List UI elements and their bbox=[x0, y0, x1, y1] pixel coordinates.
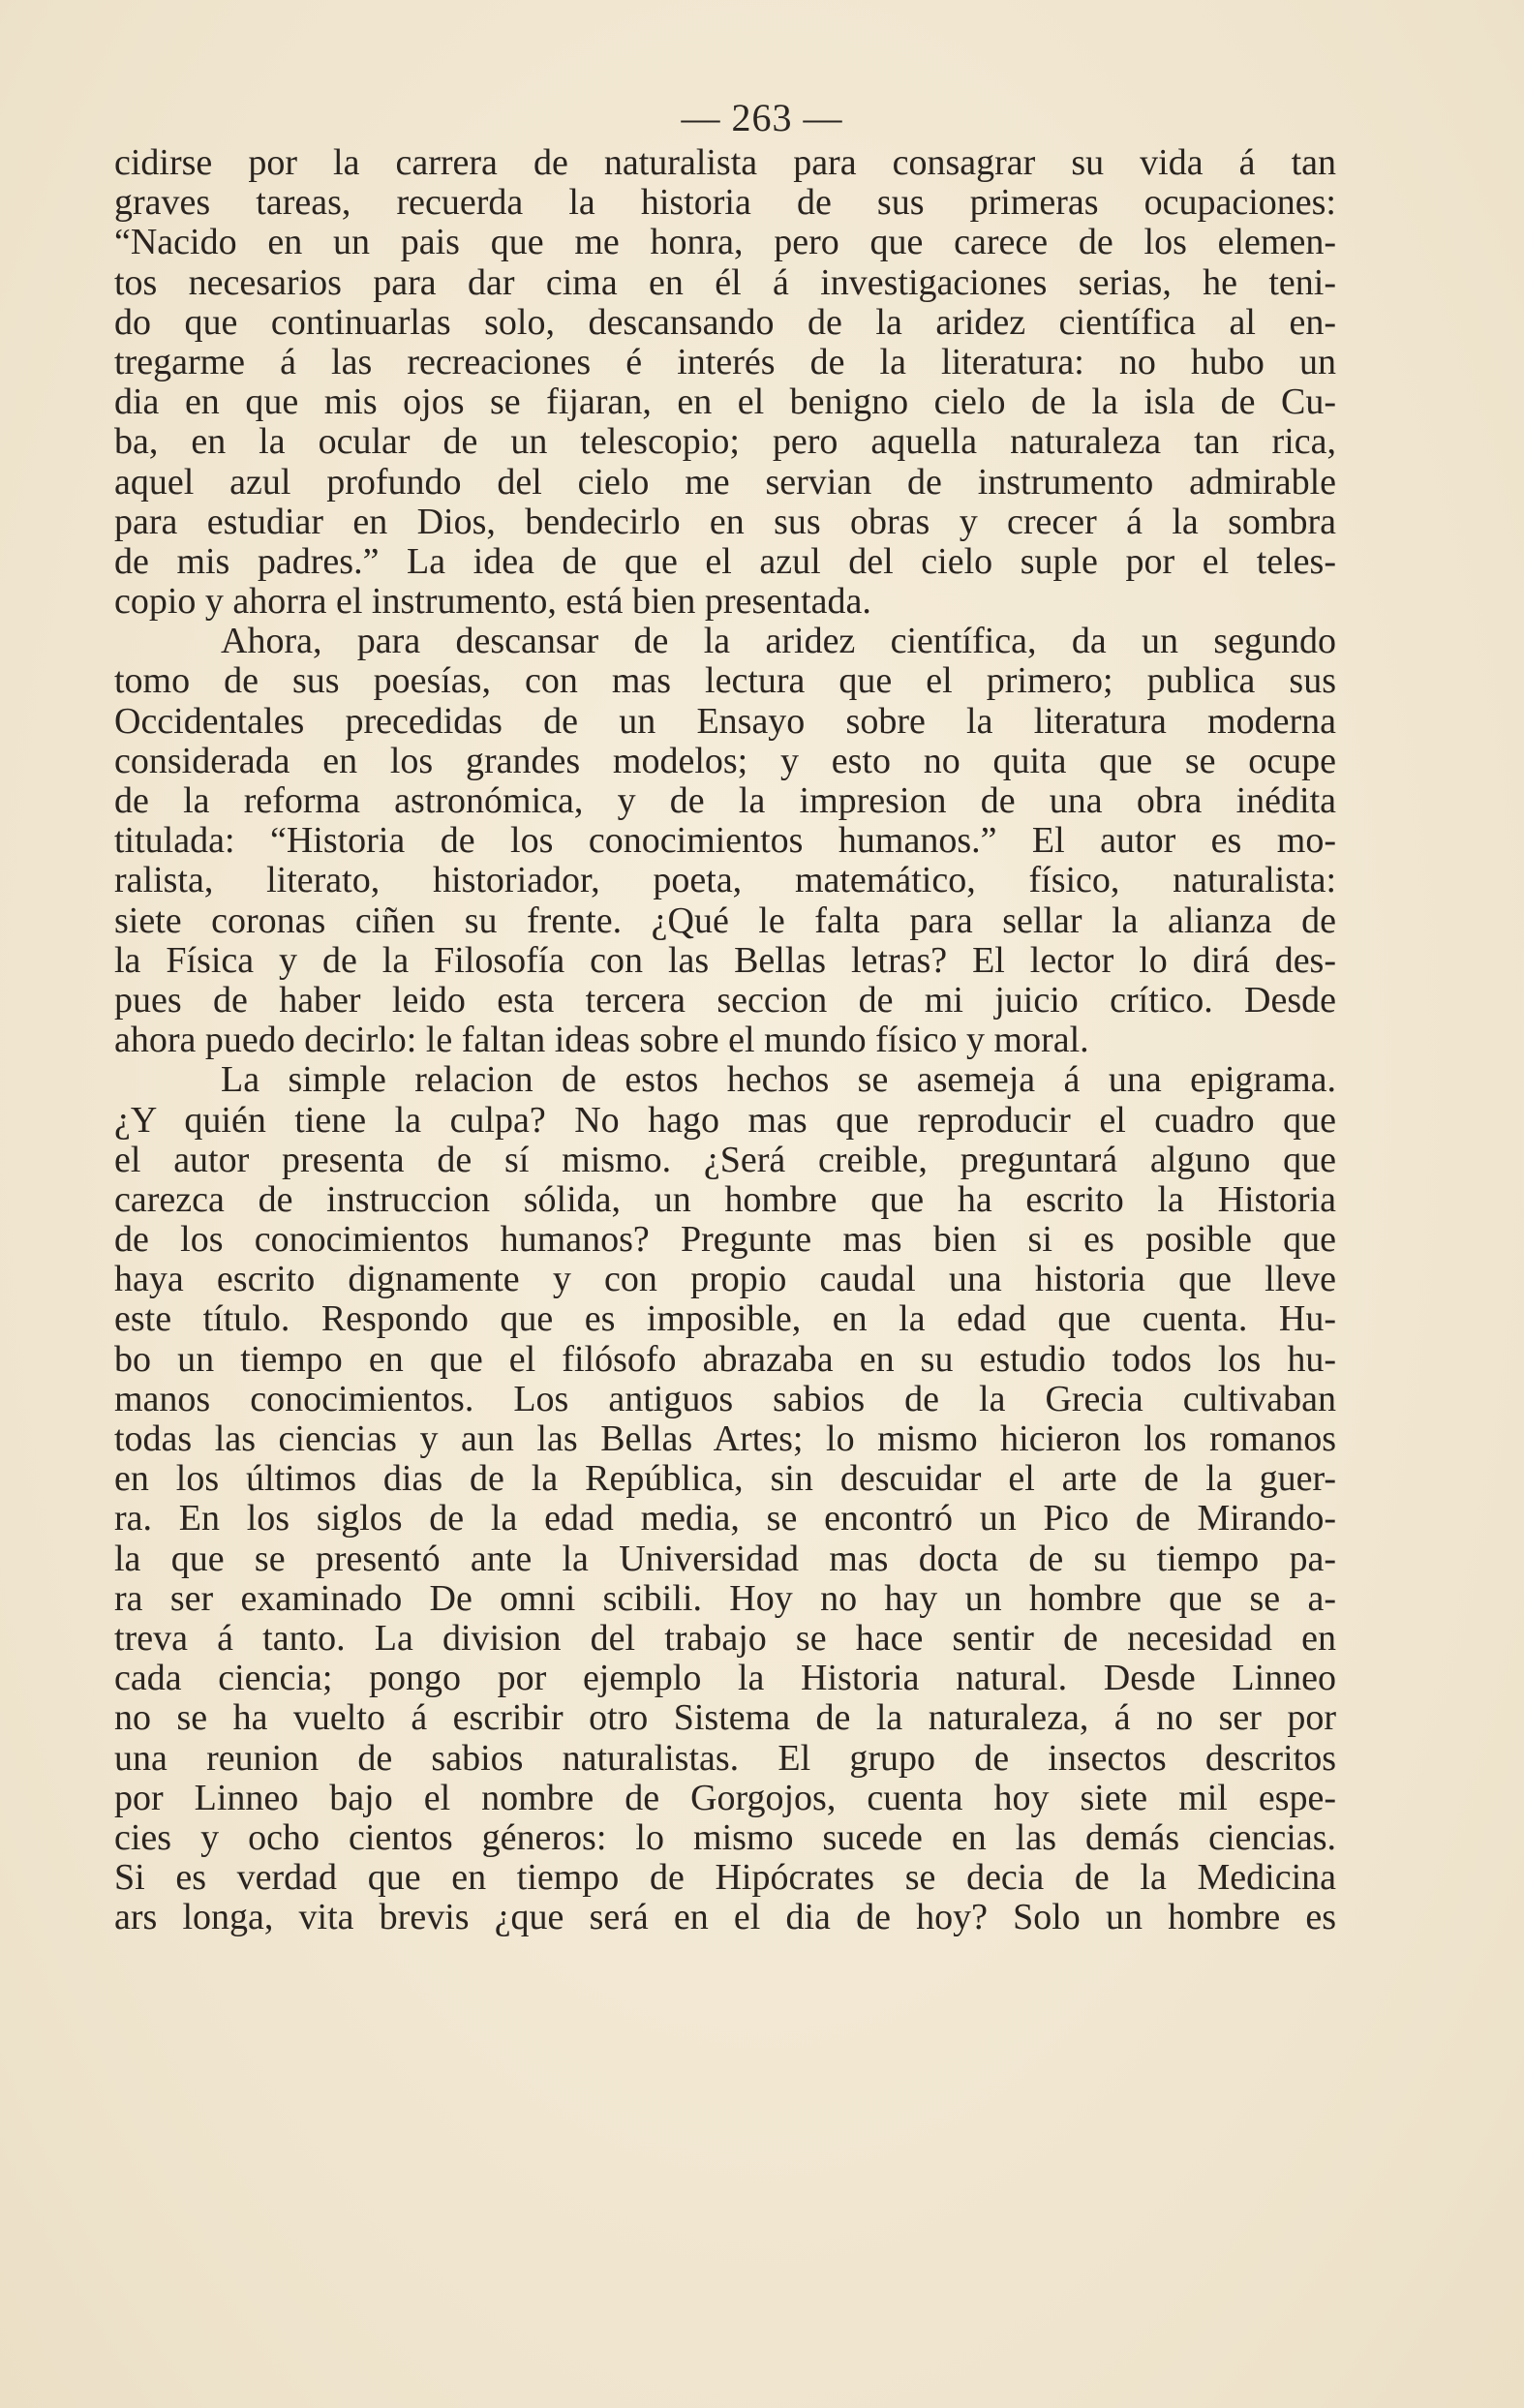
text-line: copio y ahorra el instrumento, está bien presentada. bbox=[114, 582, 871, 623]
text-line: de los conocimientos humanos? Pregunte mas bien si es posible que bbox=[114, 1220, 1336, 1261]
text-line: siete coronas ciñen su frente. ¿Qué le falta para sellar la alianza de bbox=[114, 900, 1336, 941]
text-line: Occidentales precedidas de un Ensayo sobre la literatura moderna bbox=[114, 701, 1336, 742]
text-line: por Linneo bajo el nombre de Gorgojos, cuenta hoy siete mil espe- bbox=[114, 1778, 1336, 1818]
text-line: carezca de instruccion sólida, un hombre que ha escrito la Historia bbox=[114, 1179, 1336, 1220]
text-line: no se ha vuelto á escribir otro Sistema de la naturaleza, á no ser por bbox=[114, 1698, 1336, 1739]
body-text bbox=[114, 143, 1336, 1937]
text-line: para estudiar en Dios, bendecirlo en sus obras y crecer á la sombra bbox=[114, 502, 1336, 542]
page-number: — 263 — bbox=[681, 96, 843, 139]
text-line: tomo de sus poesías, con mas lectura que el primero; publica sus bbox=[114, 661, 1336, 702]
text-line: una reunion de sabios naturalistas. El grupo de insectos descritos bbox=[114, 1738, 1336, 1779]
text-line: cada ciencia; pongo por ejemplo la Historia natural. Desde Linneo bbox=[114, 1659, 1336, 1699]
text-line: tregarme á las recreaciones é interés de la literatura: no hubo un bbox=[114, 342, 1336, 382]
text-line: manos conocimientos. Los antiguos sabios de la Grecia cultivaban bbox=[114, 1379, 1336, 1419]
text-line: de la reforma astronómica, y de la impresion de una obra inédita bbox=[114, 781, 1336, 821]
text-line: ralista, literato, historiador, poeta, matemático, físico, naturalista: bbox=[114, 861, 1336, 901]
text-line: aquel azul profundo del cielo me servian de instrumento admirable bbox=[114, 462, 1336, 503]
text-line: cies y ocho cientos géneros: lo mismo sucede en las demás ciencias. bbox=[114, 1817, 1336, 1858]
text-line: tos necesarios para dar cima en él á investigaciones serias, he teni- bbox=[114, 262, 1336, 303]
text-line: do que continuarlas solo, descansando de la aridez científica al en- bbox=[114, 302, 1336, 343]
text-line: treva á tanto. La division del trabajo se hace sentir de necesidad en bbox=[114, 1618, 1336, 1659]
text-line: la Física y de la Filosofía con las Bellas letras? El lector lo dirá des- bbox=[114, 940, 1336, 981]
text-line: considerada en los grandes modelos; y esto no quita que se ocupe bbox=[114, 741, 1336, 781]
text-line: Ahora, para descansar de la aridez científica, da un segundo bbox=[221, 622, 1336, 662]
text-line: dia en que mis ojos se fijaran, en el benigno cielo de la isla de Cu- bbox=[114, 382, 1336, 423]
text-line: el autor presenta de sí mismo. ¿Será creible, preguntará alguno que bbox=[114, 1140, 1336, 1180]
text-line: cidirse por la carrera de naturalista para consagrar su vida á tan bbox=[114, 143, 1336, 183]
text-line: haya escrito dignamente y con propio caudal una historia que lleve bbox=[114, 1260, 1336, 1300]
text-line: ars longa, vita brevis ¿que será en el dia de hoy? Solo un hombre es bbox=[114, 1898, 1336, 1938]
text-line: en los últimos dias de la República, sin descuidar el arte de la guer- bbox=[114, 1459, 1336, 1500]
text-line: Si es verdad que en tiempo de Hipócrates se decia de la Medicina bbox=[114, 1858, 1336, 1899]
text-line: todas las ciencias y aun las Bellas Artes; lo mismo hicieron los romanos bbox=[114, 1419, 1336, 1459]
text-line: ahora puedo decirlo: le faltan ideas sobre el mundo físico y moral. bbox=[114, 1021, 1089, 1061]
text-line: ba, en la ocular de un telescopio; pero aquella naturaleza tan rica, bbox=[114, 422, 1336, 463]
text-line: bo un tiempo en que el filósofo abrazaba en su estudio todos los hu- bbox=[114, 1339, 1336, 1380]
text-line: La simple relacion de estos hechos se asemeja á una epigrama. bbox=[221, 1060, 1336, 1101]
text-line: graves tareas, recuerda la historia de sus primeras ocupaciones: bbox=[114, 183, 1336, 224]
text-line: pues de haber leido esta tercera seccion de mi juicio crítico. Desde bbox=[114, 980, 1336, 1021]
text-line: ¿Y quién tiene la culpa? No hago mas que reproducir el cuadro que bbox=[114, 1100, 1336, 1141]
text-line: ra ser examinado De omni scibili. Hoy no hay un hombre que se a- bbox=[114, 1578, 1336, 1619]
text-line: de mis padres.” La idea de que el azul del cielo suple por el teles- bbox=[114, 541, 1336, 582]
text-line: ra. En los siglos de la edad media, se encontró un Pico de Mirando- bbox=[114, 1499, 1336, 1539]
text-line: este título. Respondo que es imposible, en la edad que cuenta. Hu- bbox=[114, 1299, 1336, 1340]
text-line: “Nacido en un pais que me honra, pero que carece de los elemen- bbox=[114, 223, 1336, 263]
text-line: la que se presentó ante la Universidad mas docta de su tiempo pa- bbox=[114, 1539, 1336, 1579]
text-line: titulada: “Historia de los conocimientos humanos.” El autor es mo- bbox=[114, 821, 1336, 862]
